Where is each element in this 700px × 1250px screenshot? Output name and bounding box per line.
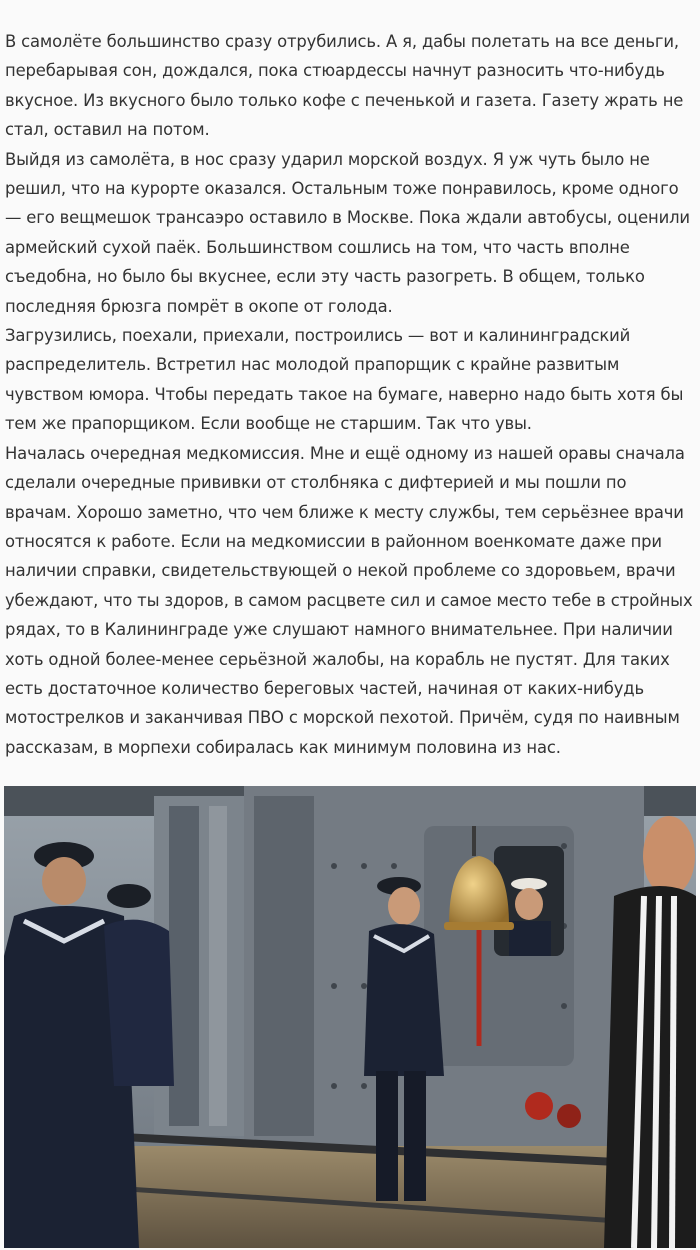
paragraph: В самолёте большинство сразу отрубились. А я, дабы полетать на все деньги, перебарывая сон, дождался, пока стюардессы начнут разносить что-нибудь вкусное. Из вкусного было только кофе с печенькой и газета. Газету жрать не стал, оставил на потом.: [5, 32, 684, 140]
article-text: [5, 27, 697, 762]
paragraph: Началась очередная медкомиссия. Мне и ещё одному из нашей оравы сначала сделали очередные прививки от столбняка с дифтерией и мы пошли по врачам. Хорошо заметно, что чем ближе к месту службы, тем серьёзнее врачи относятся к работе. Если на медкомиссии в районном военкомате даже при наличии справки, свидетельствующей о некой проблеме со здоровьем, врачи убеждают, что ты здоров, в самом расцвете сил и самое место тебе в стройных рядах, то в Калининграде уже слушают намного внимательнее. При наличии хоть одной более-менее серьёзной жалобы, на корабль не пустят. Для таких есть достаточное количество береговых частей, начиная от каких-нибудь мотострелков и заканчивая ПВО с морской пехотой. Причём, судя по наивным рассказам, в морпехи собиралась как минимум половина из нас.: [5, 443, 693, 757]
paragraph: Загрузились, поехали, приехали, построились — вот и калининградский распределитель. Встретил нас молодой прапорщик с крайне развитым чувством юмора. Чтобы передать такое на бумаге, наверно надо быть хотя бы тем же прапорщиком. Если вообще не старшим. Так что увы.: [5, 326, 684, 434]
ship-deck-photo: [4, 786, 696, 1248]
paragraph: Выйдя из самолёта, в нос сразу ударил морской воздух. Я уж чуть было не решил, что на курорте оказался. Остальным тоже понравилось, кроме одного — его вещмешок трансаэро оставило в Москве. Пока ждали автобусы, оценили армейский сухой паёк. Большинством сошлись на том, что часть вполне съедобна, но было бы вкуснее, если эту часть разогреть. В общем, только последняя брюзга помрёт в окопе от голода.: [5, 149, 690, 316]
photo-illustration: [4, 786, 696, 1248]
